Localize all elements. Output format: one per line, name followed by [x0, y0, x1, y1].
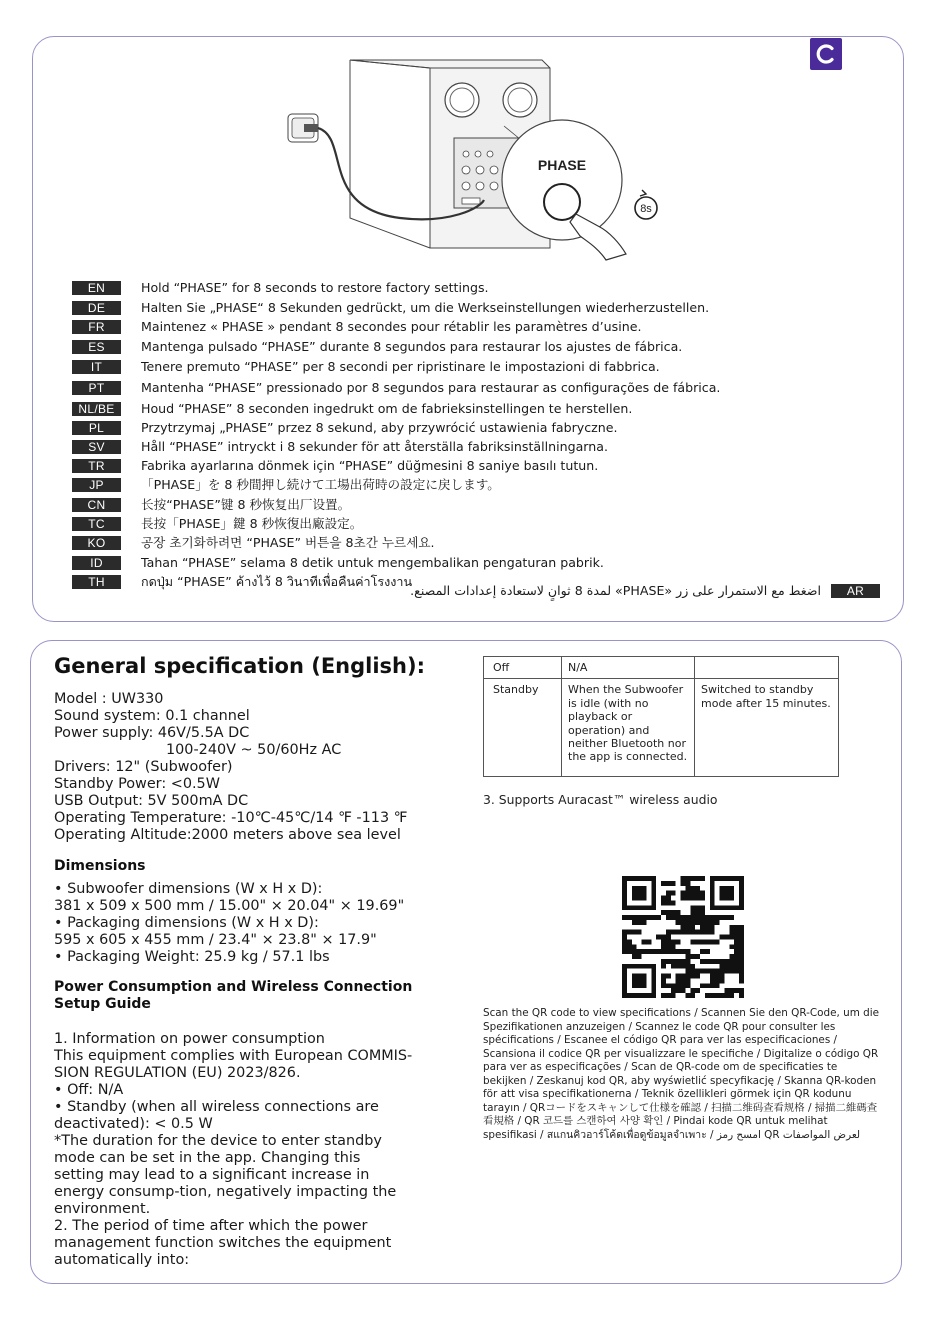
lang-row — [72, 318, 641, 336]
dimensions-heading: Dimensions — [54, 858, 146, 874]
dimension-line: 381 x 509 x 500 mm / 15.00" × 20.04" × 19.69" — [54, 898, 405, 914]
lang-tag: JP — [72, 478, 121, 492]
brand-logo — [810, 38, 842, 70]
spec-lines — [54, 691, 444, 844]
lang-tag-ar: AR — [831, 584, 880, 598]
power-para: 2. The period of time after which the power management function switches the equipment automatically into: — [54, 1218, 392, 1268]
lang-text: Tahan “PHASE” selama 8 detik untuk mengembalikan pengaturan pabrik. — [141, 555, 604, 570]
lang-tag: PL — [72, 421, 121, 435]
lang-text: Houd “PHASE” 8 seconden ingedrukt om de fabrieksinstellingen te herstellen. — [141, 401, 633, 416]
lang-row-ar — [410, 582, 880, 600]
table-row — [484, 657, 839, 679]
power-heading: Power Consumption and Wireless Connection Setup Guide — [54, 979, 413, 1012]
lang-row — [72, 457, 598, 475]
lang-text: 长按“PHASE”键 8 秒恢复出厂设置。 — [141, 497, 351, 512]
spec-line: Operating Temperature: -10℃-45℃/14 ℉ -113 ℉ — [54, 810, 408, 826]
lang-tag: FR — [72, 320, 121, 334]
lang-text: Hold “PHASE” for 8 seconds to restore factory settings. — [141, 280, 489, 295]
timer-label: 8s — [640, 203, 652, 215]
table-cell: Standby — [484, 679, 562, 777]
lang-row — [72, 338, 682, 356]
lang-text: Mantenga pulsado “PHASE” durante 8 segundos para restaurar los ajustes de fábrica. — [141, 339, 683, 354]
table-cell: Off — [484, 657, 562, 679]
spec-line: 100-240V ~ 50/60Hz AC — [166, 742, 342, 758]
qr-caption: Scan the QR code to view specifications / Scannen Sie den QR-Code, um die Spezifikationen anzuzeigen / Scannez le code QR pour consulter les spécifications / Escanee el código QR para ver las especificaciones / Scansiona il codice QR per visualizzare le specifiche / Digitalize o código QR para ver as especificações / Scan de QR-code om de specificaties te bekijken / Zeskanuj kod QR, aby wyświetlić specyfikację / Skanna QR-koden för att visa specifikationerna / Teknik özellikleri görmek için QR kodunu tarayın / QRコードをスキャンして仕様を確認 / 扫描二维码查看规格 / 掃描二維碼查看規格 / QR 코드를 스캔하여 사양 확인 / Pindai kode QR untuk melihat spesifikasi / สแกนคิวอาร์โค้ดเพื่อดูข้อมูลจำเพาะ / امسح رمز QR لعرض المواصفات — [483, 1007, 879, 1141]
table-cell: When the Subwoofer is idle (with no playback or operation) and neither Bluetooth nor the app is connected. — [562, 679, 695, 777]
spec-line: USB Output: 5V 500mA DC — [54, 793, 249, 809]
lang-row — [72, 534, 435, 552]
lang-row — [72, 438, 608, 456]
spec-line: Operating Altitude:2000 meters above sea level — [54, 827, 401, 843]
lang-row — [72, 515, 362, 533]
dimension-line: • Packaging dimensions (W x H x D): — [54, 915, 319, 931]
power-para: 1. Information on power consumption — [54, 1031, 325, 1047]
table-cell: Switched to standby mode after 15 minutes. — [695, 679, 839, 777]
lang-row — [72, 496, 350, 514]
subwoofer-illustration — [280, 48, 700, 268]
table-row — [484, 679, 839, 777]
phase-label: PHASE — [537, 157, 587, 173]
lang-text: Maintenez « PHASE » pendant 8 secondes pour rétablir les paramètres d’usine. — [141, 319, 642, 334]
lang-row — [72, 299, 709, 317]
lang-text: 공장 초기화하려면 “PHASE” 버튼을 8초간 누르세요. — [141, 535, 435, 550]
lang-text: Tenere premuto “PHASE” per 8 secondi per ripristinare le impostazioni di fabbrica. — [141, 359, 660, 374]
lang-tag: NL/BE — [72, 402, 121, 416]
lang-tag: TC — [72, 517, 121, 531]
power-para: • Off: N/A — [54, 1082, 124, 1098]
lang-tag: ID — [72, 556, 121, 570]
dimensions-section — [54, 858, 444, 966]
dimension-line: • Packaging Weight: 25.9 kg / 57.1 lbs — [54, 949, 330, 965]
lang-tag: IT — [72, 360, 121, 374]
lang-tag: DE — [72, 301, 121, 315]
spec-title: General specification (English): — [54, 654, 426, 678]
auracast-note: 3. Supports Auracast™ wireless audio — [483, 792, 718, 807]
lang-text: Håll “PHASE” intryckt i 8 sekunder för att återställa fabriksinställningarna. — [141, 439, 608, 454]
lang-text: 長按「PHASE」鍵 8 秒恢復出廠設定。 — [141, 516, 363, 531]
lang-row — [72, 476, 500, 494]
qr-code-icon — [622, 876, 744, 998]
dimension-line: 595 x 605 x 455 mm / 23.4" × 23.8" × 17.9" — [54, 932, 377, 948]
lang-tag: SV — [72, 440, 121, 454]
power-section — [54, 979, 414, 1269]
dimension-line: • Subwoofer dimensions (W x H x D): — [54, 881, 323, 897]
lang-row — [72, 379, 720, 397]
lang-row — [72, 279, 489, 297]
lang-row — [72, 573, 412, 591]
lang-tag: CN — [72, 498, 121, 512]
spec-line: Sound system: 0.1 channel — [54, 708, 250, 724]
lang-row — [72, 400, 632, 418]
lang-text: Fabrika ayarlarına dönmek için “PHASE” düğmesini 8 saniye basılı tutun. — [141, 458, 599, 473]
power-state-table — [483, 656, 839, 777]
lang-row — [72, 554, 604, 572]
spec-line: Drivers: 12" (Subwoofer) — [54, 759, 233, 775]
power-para: *The duration for the device to enter standby mode can be set in the app. Changing this setting may lead to a significant increase in energy consump-tion, negatively impacting the environment. — [54, 1133, 397, 1217]
lang-tag: PT — [72, 381, 121, 395]
lang-text-ar: اضغط مع الاستمرار على زر «PHASE» لمدة 8 ثوانٍ لاستعادة إعدادات المصنع. — [410, 583, 821, 598]
lang-tag: TR — [72, 459, 121, 473]
spec-line: Model : UW330 — [54, 691, 164, 707]
power-para: This equipment complies with European COMMIS-SION REGULATION (EU) 2023/826. — [54, 1048, 413, 1081]
spec-line: Standby Power: <0.5W — [54, 776, 220, 792]
lang-row — [72, 419, 618, 437]
brand-c-icon — [810, 38, 842, 70]
spec-line: Power supply: 46V/5.5A DC — [54, 725, 250, 741]
lang-row — [72, 358, 660, 376]
lang-tag: ES — [72, 340, 121, 354]
lang-text: Przytrzymaj „PHASE” przez 8 sekund, aby przywrócić ustawienia fabryczne. — [141, 420, 618, 435]
lang-text: กดปุ่ม “PHASE” ค้างไว้ 8 วินาทีเพื่อคืนค่าโรงงาน — [141, 574, 413, 589]
table-cell: N/A — [562, 657, 695, 679]
lang-tag: KO — [72, 536, 121, 550]
power-para: • Standby (when all wireless connections are deactivated): < 0.5 W — [54, 1099, 379, 1132]
lang-tag: EN — [72, 281, 121, 295]
lang-text: 「PHASE」を 8 秒間押し続けて工場出荷時の設定に戻します。 — [141, 477, 500, 492]
lang-text: Halten Sie „PHASE“ 8 Sekunden gedrückt, um die Werkseinstellungen wiederherzustellen. — [141, 300, 710, 315]
lang-tag: TH — [72, 575, 121, 589]
table-cell — [695, 657, 839, 679]
lang-text: Mantenha “PHASE” pressionado por 8 segundos para restaurar as configurações de fábrica. — [141, 380, 721, 395]
